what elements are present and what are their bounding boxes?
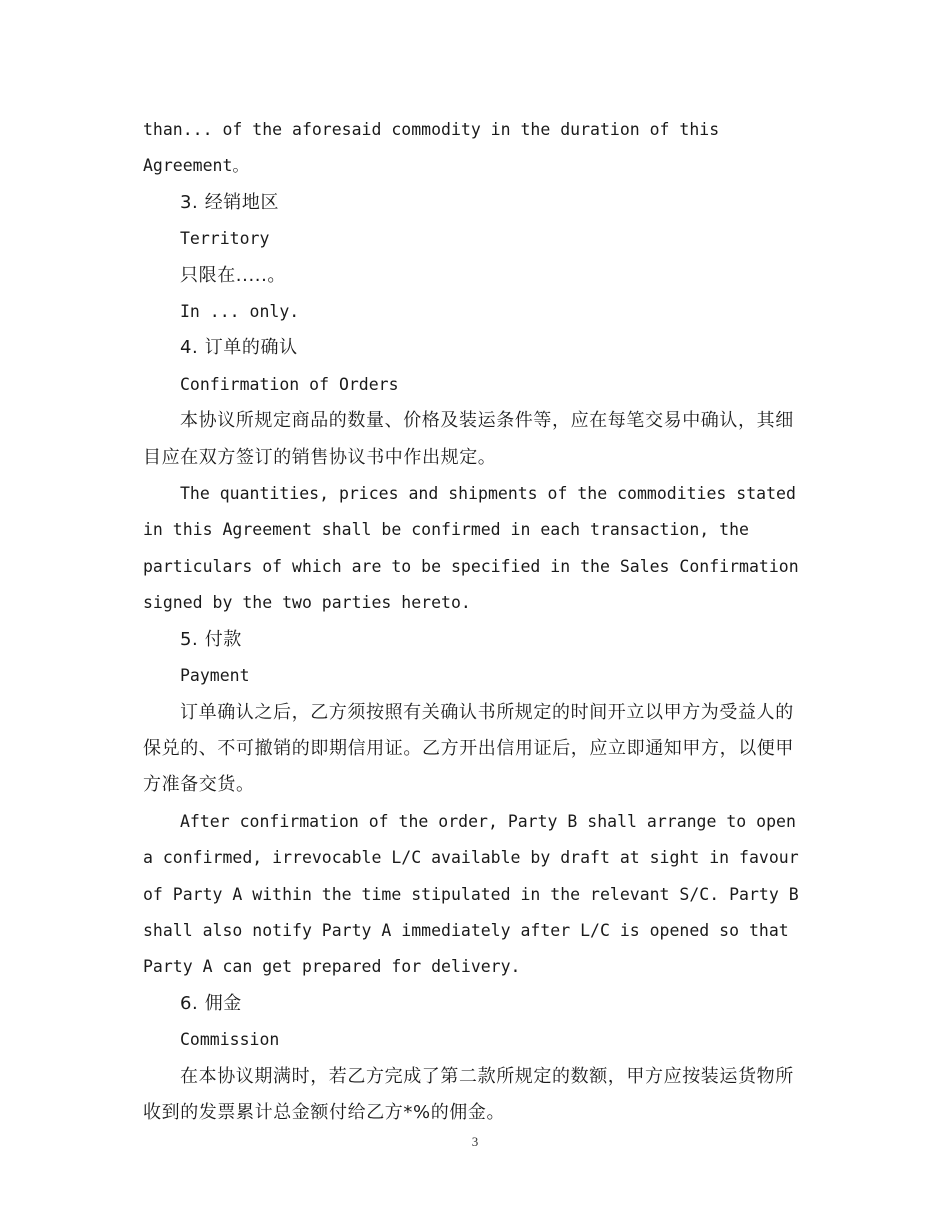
section-heading-payment-zh: 5. 付款 bbox=[180, 628, 242, 650]
orders-text-en: The quantities, prices and shipments of the commodities stated in this Agreement shall be confirmed in each transaction, the particulars of which are to be specified in the Sales Confirmation signed by the two parties hereto. bbox=[143, 484, 799, 613]
payment-text-zh: 订单确认之后，乙方须按照有关确认书所规定的时间开立以甲方为受益人的保兑的、不可撤销的即期信用证。乙方开出信用证后，应立即通知甲方，以便甲方准备交货。 bbox=[143, 701, 794, 796]
section-heading-territory-zh: 3. 经销地区 bbox=[180, 191, 280, 213]
payment-text-en: After confirmation of the order, Party B shall arrange to open a confirmed, irrevocable L/C available by draft at sight in favour of Party A within the time stipulated in the relevant S/C. Party B shall also notify Party A immediately after L/C is opened so that Party A can get prepared for delivery. bbox=[143, 811, 799, 977]
orders-text-zh: 本协议所规定商品的数量、价格及装运条件等，应在每笔交易中确认，其细目应在双方签订的销售协议书中作出规定。 bbox=[143, 410, 794, 468]
section-heading-orders-zh: 4. 订单的确认 bbox=[180, 337, 298, 359]
section-heading-orders-en: Confirmation of Orders bbox=[180, 374, 399, 394]
paragraph-continuation: than... of the aforesaid commodity in the duration of this Agreement。 bbox=[143, 120, 720, 176]
section-heading-commission-zh: 6. 佣金 bbox=[180, 992, 242, 1014]
section-heading-commission-en: Commission bbox=[180, 1030, 280, 1050]
commission-text-zh: 在本协议期满时，若乙方完成了第二款所规定的数额，甲方应按装运货物所收到的发票累计总金额付给乙方*%的佣金。 bbox=[143, 1065, 794, 1123]
section-heading-territory-en: Territory bbox=[180, 229, 270, 249]
territory-text-zh: 只限在.....。 bbox=[180, 264, 287, 286]
page-number: 3 bbox=[471, 1134, 479, 1149]
territory-text-en: In ... only. bbox=[180, 302, 300, 322]
document-body bbox=[143, 112, 808, 1131]
section-heading-payment-en: Payment bbox=[180, 666, 250, 686]
